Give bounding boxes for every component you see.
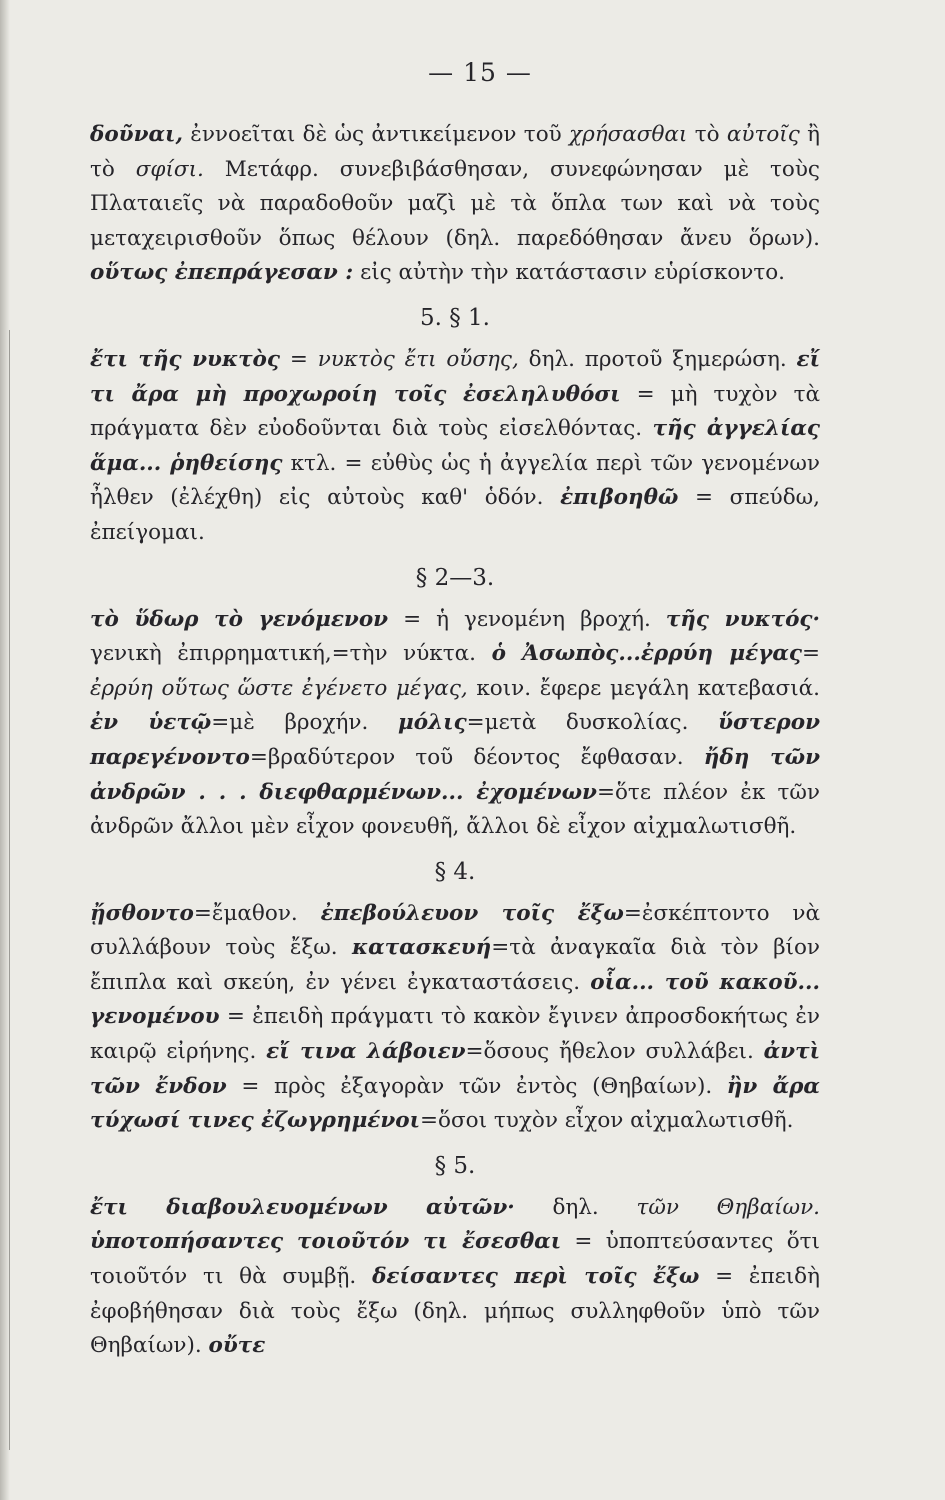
commentary-text: ἐννοεῖται δὲ ὡς ἀντικείμενον τοῦ <box>182 122 570 147</box>
lemma-term: τῆς νυκτός· <box>665 606 820 632</box>
commentary-text: ἢ τὸ <box>90 122 820 182</box>
lemma-term: δοῦναι, <box>90 122 183 147</box>
commentary-text: =ὅτε πλέον ἐκ τῶν ἀνδρῶν ἄλλοι μὲν εἶχον φονευθῆ, ἄλλοι δὲ εἶχον αἰχμαλωτισθῆ. <box>90 779 820 840</box>
commentary-text: γενικὴ ἐπιρρηματική,=τὴν νύκτα. <box>90 641 492 667</box>
commentary-text: =μὲ βροχήν. <box>211 710 399 736</box>
commentary-text: =ὅσους ἤθελον συλλάβει. <box>465 1039 764 1065</box>
lemma-term: ἐν ὑετῷ <box>90 710 212 736</box>
lemma-term: ὕστερον παρεγένοντο <box>90 710 820 770</box>
lemma-term: εἴ τι ἄρα μὴ προχωροίη τοῖς ἐσεληλυθόσι <box>90 346 820 407</box>
italic-phrase: νυκτὸς ἔτι οὔσης, <box>317 346 519 372</box>
italic-phrase: χρήσασθαι <box>569 122 688 147</box>
commentary-text: = πρὸς ἐξαγορὰν τῶν ἐντὸς (Θηβαίων). <box>226 1073 727 1099</box>
page-binding-line <box>9 330 10 1450</box>
lemma-term: κατασκευή <box>352 935 492 961</box>
commentary-text: =τὰ ἀναγκαῖα διὰ τὸν βίον ἔπιπλα καὶ σκεύη, ἐν γένει ἐγκαταστάσεις. <box>90 935 820 995</box>
commentary-paragraph <box>90 1191 820 1364</box>
page-content <box>90 118 820 1364</box>
book-page <box>90 56 820 1364</box>
lemma-term: ἐπιβοηθῶ <box>560 485 679 511</box>
commentary-text: =βραδύτερον τοῦ δέοντος ἔφθασαν. <box>249 744 704 770</box>
commentary-paragraph <box>90 897 820 1139</box>
lemma-term: ᾔσθοντο <box>90 900 194 926</box>
lemma-term: μόλις <box>398 710 467 736</box>
commentary-text: = <box>279 346 318 372</box>
lemma-term: οὕτως ἐπεπράγεσαν : <box>90 260 354 286</box>
commentary-text: =ὅσοι τυχὸν εἶχον αἰχμαλωτισθῆ. <box>420 1108 794 1134</box>
commentary-text: =ἐσκέπτοντο νὰ συλλάβουν τοὺς ἔξω. <box>90 900 821 961</box>
page-number: — 15 — <box>428 58 532 87</box>
commentary-text: =ἔμαθον. <box>193 900 321 926</box>
lemma-term: ἀντὶ τῶν ἔνδον <box>90 1039 820 1099</box>
commentary-text: κτλ. = εὐθὺς ὡς ἡ ἀγγελία περὶ τῶν γενομένων ἦλθεν (ἐλέχθη) εἰς αὐτοὺς καθ' ὁδόν. <box>90 450 820 511</box>
commentary-paragraph <box>90 343 820 551</box>
section-heading: § 4. <box>434 858 476 885</box>
commentary-text: = σπεύδω, ἐπείγομαι. <box>90 485 821 545</box>
lemma-term: ἔτι διαβουλευομένων αὐτῶν· <box>90 1194 515 1220</box>
lemma-term: ὁ Ἀσωπὸς...ἐρρύη μέγας <box>491 641 802 667</box>
commentary-text: = ἐπειδὴ ἐφοβήθησαν διὰ τοὺς ἔξω (δηλ. μήπως συλληφθοῦν ὑπὸ τῶν Θηβαίων). <box>90 1264 820 1359</box>
commentary-text: δηλ. προτοῦ ξημερώση. <box>518 346 797 372</box>
section-heading: § 2—3. <box>415 564 495 591</box>
commentary-text: = ἐπειδὴ πράγματι τὸ κακὸν ἔγινεν ἀπροσδοκήτως ἐν καιρῷ εἰρήνης. <box>90 1004 820 1065</box>
commentary-text: = ὑποπτεύσαντες ὅτι τοιοῦτόν τι θὰ συμβῇ. <box>90 1229 820 1290</box>
commentary-paragraph <box>90 603 820 845</box>
section-heading: 5. § 1. <box>419 304 490 331</box>
lemma-term: οὔτε <box>208 1333 266 1359</box>
lemma-term: οἷα... τοῦ κακοῦ... γενομένου <box>90 969 820 1030</box>
commentary-text: = ἡ γενομένη βροχή. <box>388 606 666 632</box>
commentary-text: κοιν. ἔφερε μεγάλη κατεβασιά. <box>467 675 820 701</box>
lemma-term: ἤδη τῶν ἀνδρῶν . . . διεφθαρμένων... ἐχομένων <box>90 744 820 805</box>
lemma-term: δείσαντες περὶ τοῖς ἔξω <box>372 1264 700 1290</box>
commentary-text: δηλ. <box>514 1194 637 1220</box>
section-heading: § 5. <box>434 1152 476 1179</box>
lemma-term: τῆς ἀγγελίας ἅμα... ῥηθείσης <box>90 416 820 476</box>
lemma-term: ὑποτοπήσαντες τοιοῦτόν τι ἔσεσθαι <box>90 1229 562 1255</box>
commentary-text: = <box>801 641 820 667</box>
lemma-term: ἐπεβούλευον τοῖς ἔξω <box>320 900 624 926</box>
lemma-term: ἢν ἄρα τύχωσί τινες ἐζωγρημένοι <box>90 1073 820 1134</box>
italic-phrase: σφίσι. <box>135 156 204 182</box>
lemma-term: τὸ ὕδωρ τὸ γενόμενον <box>90 606 389 632</box>
commentary-text: Μετάφρ. συνεβιβάσθησαν, συνεφώνησαν μὲ τοὺς Πλαταιεῖς νὰ παραδοθοῦν μαζὶ μὲ τὰ ὅπλα των καὶ νὰ τοὺς μεταχειρισθοῦν ὅπως θέλουν (δηλ. παρεδόθησαν ἄνευ ὅρων). <box>90 156 820 251</box>
commentary-text: τὸ <box>687 122 727 147</box>
italic-phrase: ἐρρύη οὕτως ὥστε ἐγένετο μέγας, <box>90 675 468 701</box>
commentary-text: =μετὰ δυσκολίας. <box>466 710 719 736</box>
italic-phrase: αὐτοῖς <box>726 122 800 147</box>
commentary-text: εἰς αὐτὴν τὴν κατάστασιν εὑρίσκοντο. <box>353 260 786 286</box>
commentary-text: = μὴ τυχὸν τὰ πράγματα δὲν εὐοδοῦνται διὰ τοὺς εἰσελθόντας. <box>90 381 820 442</box>
lemma-term: εἴ τινα λάβοιεν <box>266 1039 466 1065</box>
commentary-paragraph <box>90 118 820 291</box>
italic-phrase: τῶν Θηβαίων. <box>636 1194 820 1220</box>
lemma-term: ἔτι τῆς νυκτὸς <box>90 346 280 372</box>
